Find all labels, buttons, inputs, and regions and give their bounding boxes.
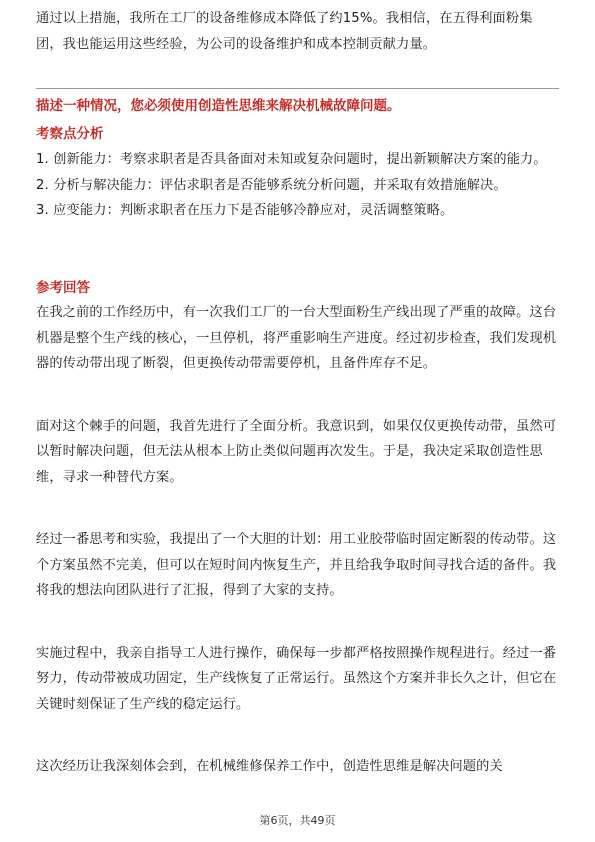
intro-paragraph: 通过以上措施，我所在工厂的设备维修成本降低了约15%。我相信，在五得利面粉集团，我也能运用这些经验，为公司的设备维护和成本控制贡献力量。	[36, 11, 533, 52]
analysis-heading: 考察点分析	[36, 126, 104, 142]
answer-body	[36, 300, 559, 817]
question-title: 描述一种情况，您必须使用创造性思维来解决机械故障问题。	[36, 98, 401, 114]
page-number: 第6页，共49页	[259, 814, 336, 827]
answer-paragraph: 这次经历让我深刻体会到，在机械维修保养工作中，创造性思维是解决问题的关	[36, 759, 503, 774]
analysis-item: 3. 应变能力：判断求职者在压力下是否能够冷静应对，灵活调整策略。	[36, 203, 454, 218]
answer-paragraph: 经过一番思考和实验，我提出了一个大胆的计划：用工业胶带临时固定断裂的传动带。这个方案虽然不完美，但可以在短时间内恢复生产，并且给我争取时间寻找合适的备件。我将我的想法向团队进行了汇报，得到了大家的支持。	[36, 532, 557, 598]
analysis-item: 2. 分析与解决能力：评估求职者是否能够系统分析问题，并采取有效措施解决。	[36, 177, 507, 193]
analysis-list	[36, 147, 559, 224]
answer-paragraph: 在我之前的工作经历中，有一次我们工厂的一台大型面粉生产线出现了严重的故障。这台机器是整个生产线的核心，一旦停机，将严重影响生产进度。经过初步检查，我们发现机器的传动带出现了断裂，但更换传动带需要停机，且备件库存不足。	[36, 305, 557, 371]
answer-paragraph: 面对这个棘手的问题，我首先进行了全面分析。我意识到，如果仅仅更换传动带，虽然可以暂时解决问题，但无法从根本上防止类似问题再次发生。于是，我决定采取创造性思维，寻求一种替代方案。	[36, 418, 557, 485]
answer-paragraph: 实施过程中，我亲自指导工人进行操作，确保每一步都严格按照操作规程进行。经过一番努力，传动带被成功固定，生产线恢复了正常运行。虽然这个方案并非长久之计，但它在关键时刻保证了生产线的稳定运行。	[36, 645, 557, 712]
analysis-item: 1. 创新能力：考察求职者是否具备面对未知或复杂问题时，提出新颖解决方案的能力。	[36, 152, 547, 167]
section-divider	[36, 88, 559, 89]
answer-heading: 参考回答	[36, 280, 90, 296]
